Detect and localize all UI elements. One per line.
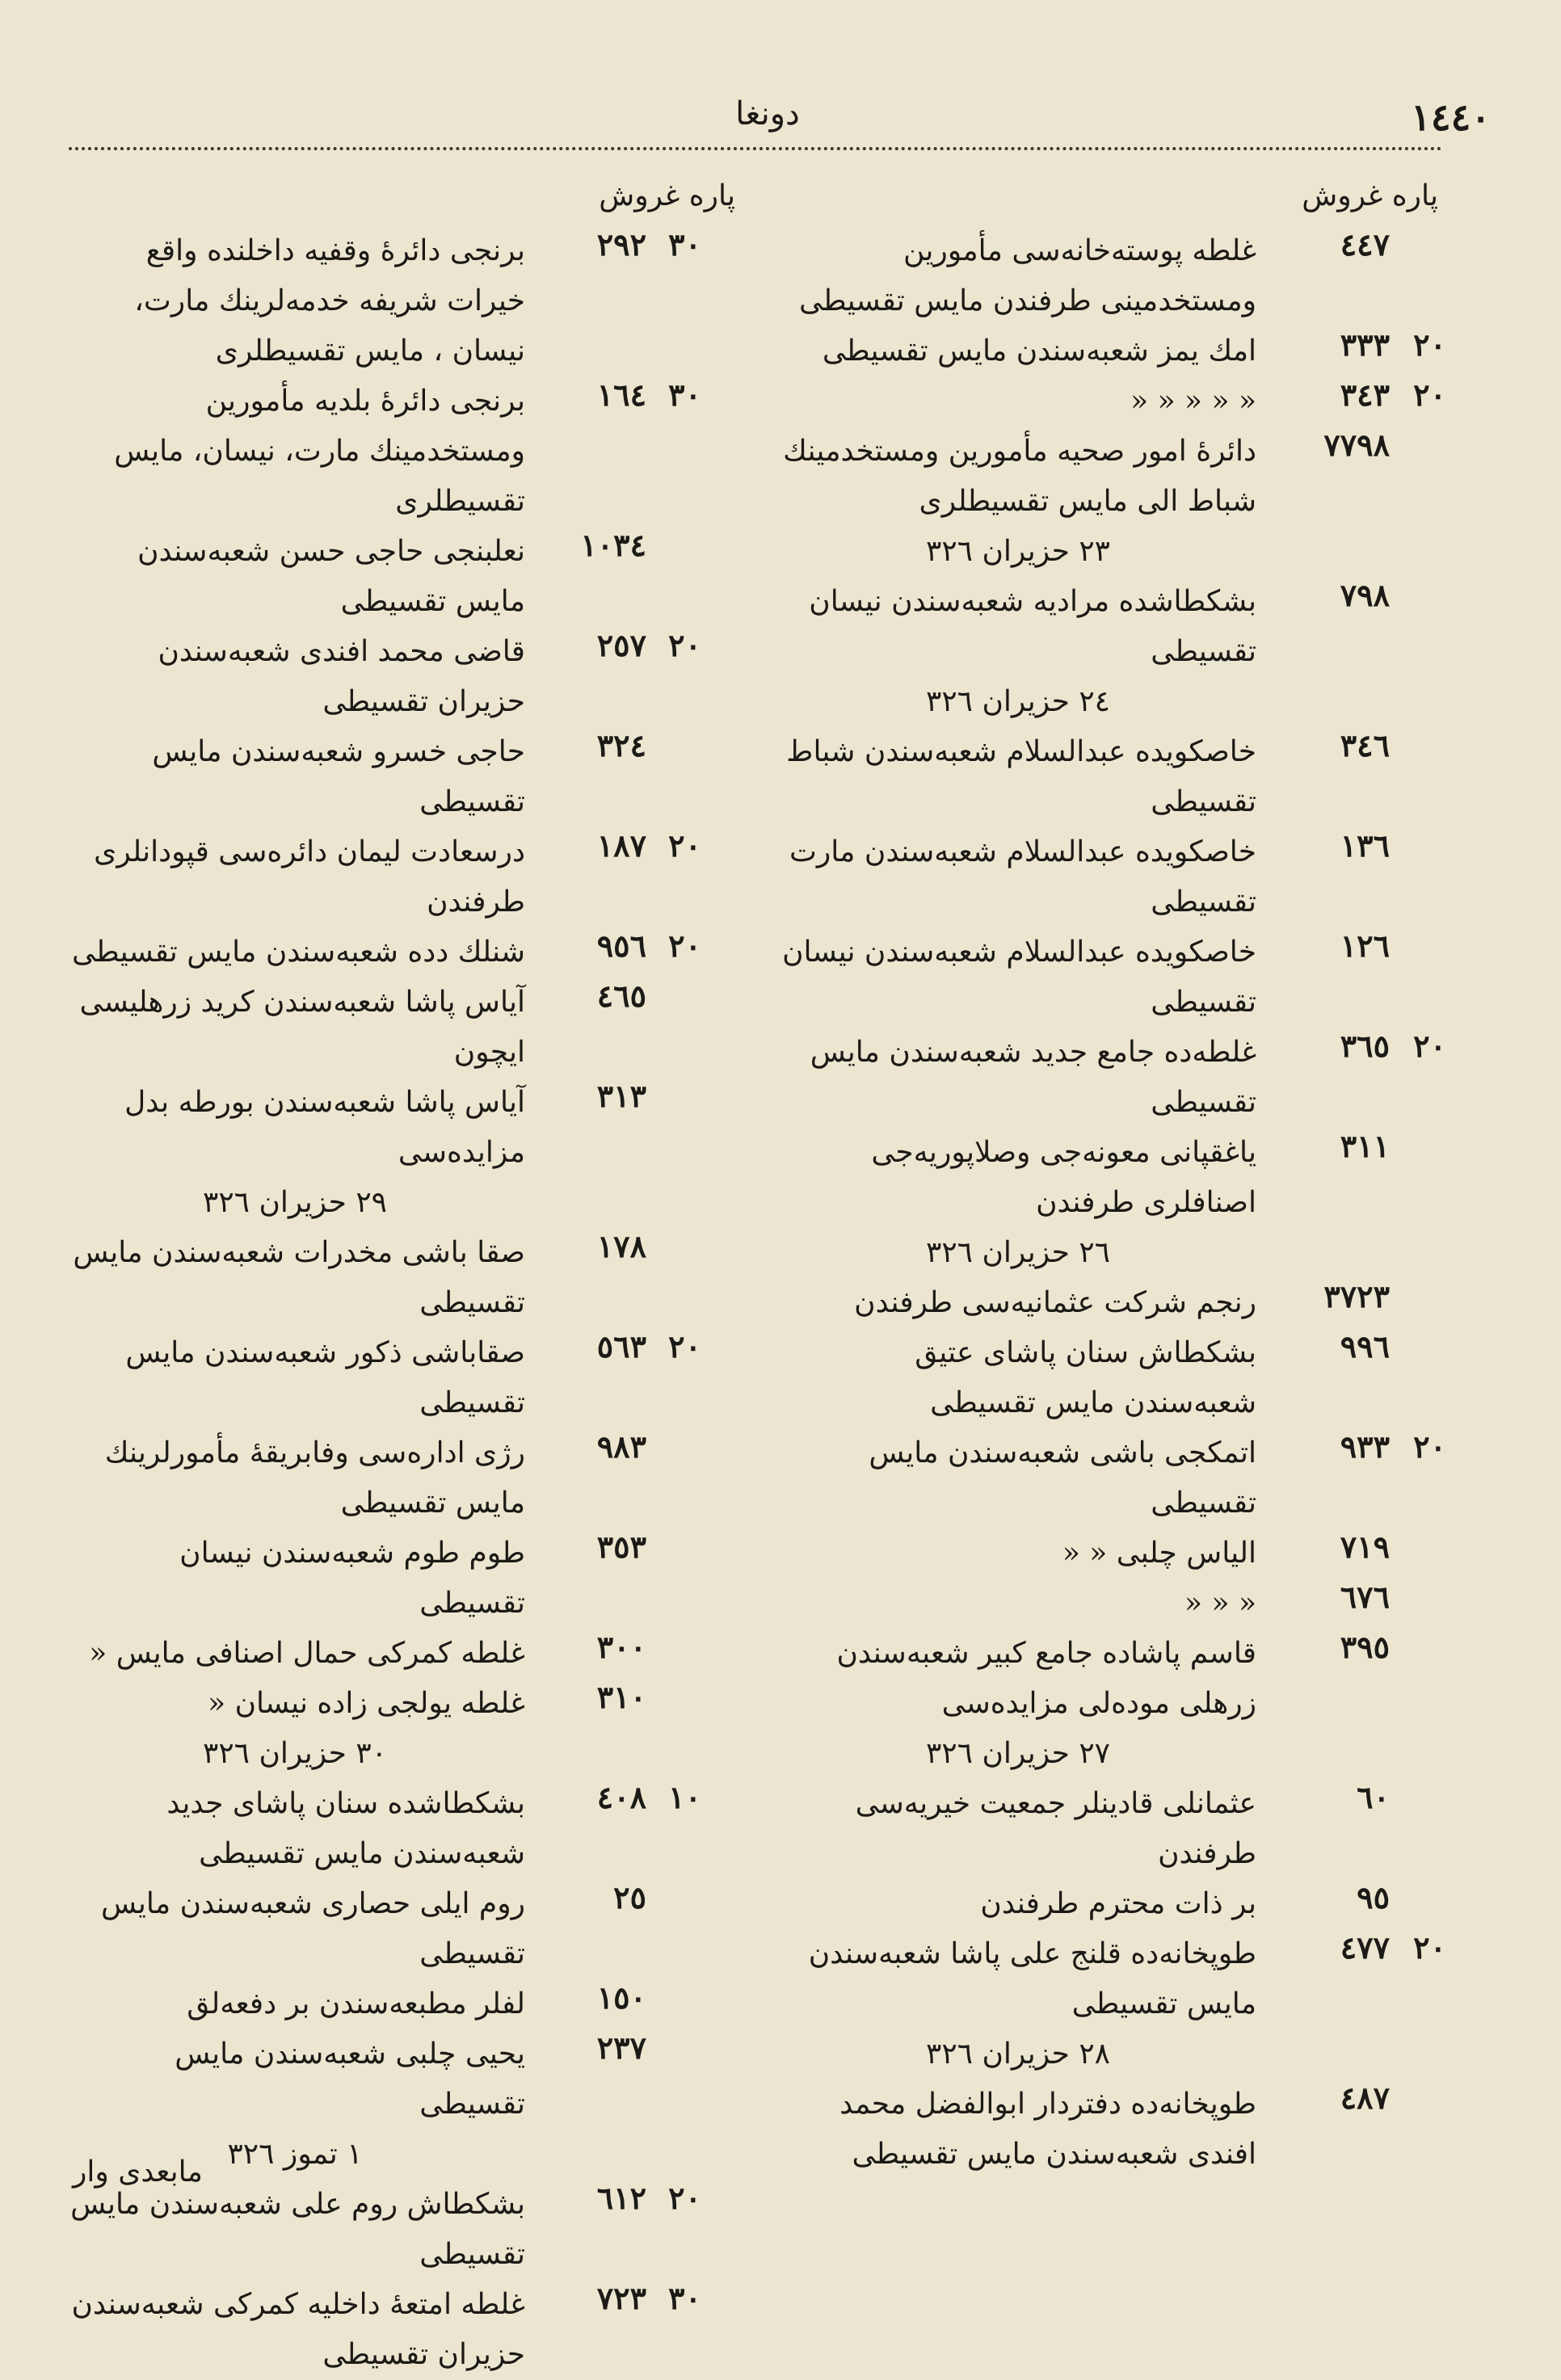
entry-description: شنلك دده شعبه‌سندن مایس تقسیطی: [72, 936, 525, 969]
ledger-entry: [776, 1879, 1438, 1929]
kurus-amount: ٧٧٩٨: [1323, 427, 1390, 463]
ledger-entry: [776, 1028, 1446, 1128]
date-heading: ١ تموز ٣٢٦: [227, 2138, 363, 2171]
kurus-amount: ١٦٤: [596, 376, 646, 413]
ledger-entry: [57, 1528, 711, 1629]
entry-description: یاغقپانی معونه‌جی وصلاپوریه‌جی اصنافلری طرفندن: [871, 1136, 1256, 1219]
continued-note: مابعدی وار: [73, 2155, 203, 2189]
right-column: [776, 226, 1446, 2180]
entry-description: آیاس پاشا شعبه‌سندن كرید زرهلیسی ایچون: [79, 986, 525, 1069]
kurus-amount: ٩٨٣: [596, 1428, 646, 1465]
entry-description: امك يمز شعبه‌سندن مایس تقسیطی: [822, 334, 1256, 368]
para-amount: ٢٠: [1413, 326, 1446, 363]
para-amount: ٢٠: [1413, 1428, 1446, 1465]
ledger-entry: [776, 827, 1438, 927]
ledger-entry: [776, 1528, 1438, 1579]
ledger-entry: [776, 727, 1438, 827]
kurus-amount: ٣٦٥: [1340, 1028, 1390, 1064]
entry-description: قاضی محمد افندی شعبه‌سندن حزیران تقسیطی: [158, 635, 525, 718]
entry-description: طوم طوم شعبه‌سندن نیسان تقسیطی: [179, 1537, 525, 1620]
ledger-entry: [57, 1428, 711, 1528]
entry-description: غلطه كمركی حمال اصنافی مایس «: [89, 1637, 525, 1670]
entry-description: الیاس چلبی « «: [1062, 1537, 1256, 1570]
kurus-amount: ٥٦٣: [596, 1328, 646, 1365]
kurus-amount: ١٨٧: [596, 827, 646, 864]
kurus-amount: ٦١٢: [596, 2180, 646, 2216]
ledger-entry: [57, 827, 711, 927]
kurus-amount: ٦٠: [1357, 1779, 1390, 1815]
kurus-amount: ٩٥٦: [596, 927, 646, 964]
kurus-amount: ٢٩٢: [596, 226, 646, 263]
entry-description: بشكطاش روم علی شعبه‌سندن مایس تقسیطی: [70, 2188, 525, 2271]
para-amount: ٢٠: [1413, 376, 1446, 413]
kurus-amount: ٢٣٧: [596, 2029, 646, 2066]
kurus-amount: ٣٣٣: [1340, 326, 1390, 363]
ledger-entry: [776, 1629, 1438, 1729]
ledger-entry: [776, 1228, 1438, 1278]
entry-description: رژی اداره‌سی وفابریقه‌ٔ مأمورلرینك مایس تقسیطی: [104, 1436, 525, 1520]
kurus-amount: ٤٤٧: [1340, 226, 1390, 263]
ledger-entry: [57, 1629, 711, 1679]
date-heading: ٢٤ حزیران ٣٢٦: [925, 685, 1110, 718]
ledger-entry: [57, 727, 711, 827]
date-heading: ٢٩ حزیران ٣٢٦: [202, 1186, 387, 1219]
kurus-amount: ٧٩٨: [1340, 577, 1390, 613]
entry-description: دائرهٔ امور صحیه مأمورین ومستخدمینك شباط الی مایس تقسیطلری: [783, 435, 1256, 518]
entry-description: آیاس پاشا شعبه‌سندن بورطه بدل مزایده‌سی: [124, 1086, 525, 1169]
entry-description: طوپخانه‌ده دفتردار ابوالفضل محمد افندی شعبه‌سندن مایس تقسیطی: [839, 2088, 1256, 2171]
ledger-entry: [57, 927, 711, 978]
ledger-entry: [776, 1779, 1438, 1879]
ledger-entry: [57, 1178, 711, 1228]
header-divider: [69, 147, 1442, 150]
para-amount: ٣٠: [668, 376, 701, 413]
ledger-entry: [57, 1078, 711, 1178]
ledger-entry: [776, 1328, 1438, 1428]
para-amount: ٢٠: [668, 2180, 701, 2216]
entry-description: طوپخانه‌ده قلنج علی پاشا شعبه‌سندن مایس تقسیطی: [808, 1937, 1256, 2020]
ledger-entry: [776, 1729, 1438, 1779]
entry-description: « « « « «: [1130, 385, 1256, 418]
entry-description: صقاباشی ذكور شعبه‌سندن مایس تقسیطی: [125, 1336, 525, 1419]
para-amount: ٢٠: [668, 1328, 701, 1365]
kurus-amount: ٣٩٥: [1340, 1629, 1390, 1665]
ledger-entry: [57, 2029, 711, 2130]
kurus-amount: ٦٧٦: [1340, 1579, 1390, 1615]
entry-description: نعلبنجی حاجی حسن شعبه‌سندن مایس تقسیطی: [137, 535, 525, 618]
kurus-amount: ٩٥: [1357, 1879, 1390, 1915]
ledger-entry: [57, 1879, 711, 1979]
ledger-entry: [57, 1979, 711, 2029]
entry-description: غلطه یولجی زاده نیسان «: [208, 1687, 525, 1720]
kurus-amount: ١٧٨: [596, 1228, 646, 1264]
ledger-entry: [57, 226, 711, 376]
kurus-amount: ٧٢٣: [596, 2280, 646, 2316]
entry-description: « « «: [1184, 1587, 1256, 1620]
entry-description: برنجی دائرهٔ وقفیه داخلنده واقع خیرات شریفه خدمه‌لرینك مارت، نیسان ، مایس تقسیطلری: [134, 234, 525, 368]
para-amount: ٢٠: [1413, 1929, 1446, 1966]
entry-description: قاسم پاشاده جامع كبیر شعبه‌سندن زرهلی موده‌لی مزایده‌سی: [836, 1637, 1256, 1720]
ledger-entry: [57, 2180, 711, 2280]
entry-description: اتمكجی باشی شعبه‌سندن مایس تقسیطی: [869, 1436, 1256, 1520]
kurus-amount: ٣١١: [1340, 1128, 1390, 1164]
entry-description: بشكطاش سنان پاشای عتیق شعبه‌سندن مایس تقسیطی: [915, 1336, 1256, 1419]
kurus-amount: ٩٣٣: [1340, 1428, 1390, 1465]
ledger-entry: [776, 1579, 1438, 1629]
kurus-amount: ٤٧٧: [1340, 1929, 1390, 1966]
ledger-entry: [57, 1228, 711, 1328]
entry-description: خاصكویده عبدالسلام شعبه‌سندن شباط تقسیطی: [786, 735, 1256, 818]
kurus-amount: ٣٠٠: [596, 1629, 646, 1665]
entry-description: بشكطاشده سنان پاشای جدید شعبه‌سندن مایس تقسیطی: [166, 1787, 525, 1870]
para-amount: ٢٠: [668, 927, 701, 964]
entry-description: غلطه‌ده جامع جدید شعبه‌سندن مایس تقسیطی: [810, 1036, 1256, 1119]
entry-description: خاصكویده عبدالسلام شعبه‌سندن مارت تقسیطی: [789, 835, 1256, 919]
para-amount: ١٠: [668, 1779, 701, 1815]
ledger-entry: [776, 1929, 1446, 2029]
kurus-amount: ٣٥٣: [596, 1528, 646, 1565]
kurus-amount: ٤٠٨: [596, 1779, 646, 1815]
ledger-entry: [57, 627, 711, 727]
kurus-amount: ٧١٩: [1340, 1528, 1390, 1565]
entry-description: عثمانلی قادینلر جمعیت خیریه‌سی طرفندن: [855, 1787, 1256, 1870]
entry-description: لفلر مطبعه‌سندن بر دفعه‌لق: [187, 1987, 525, 2020]
ledger-entry: [776, 927, 1438, 1028]
ledger-entry: [57, 1779, 711, 1879]
para-amount: ٣٠: [668, 2280, 701, 2316]
entry-description: بر ذات محترم طرفندن: [980, 1887, 1256, 1920]
entry-description: غلطه پوسته‌خانه‌سی مأمورین ومستخدمینی طرفندن مایس تقسیطی: [799, 234, 1256, 317]
date-heading: ٢٦ حزیران ٣٢٦: [925, 1236, 1110, 1269]
ledger-entry: [776, 226, 1438, 326]
ledger-entry: [776, 326, 1446, 376]
para-amount: ٢٠: [668, 627, 701, 663]
page-number: ١٤٤٠: [1411, 95, 1491, 139]
para-amount: ٢٠: [1413, 1028, 1446, 1064]
ledger-entry: [57, 376, 711, 527]
entry-description: خاصكویده عبدالسلام شعبه‌سندن نیسان تقسیطی: [782, 936, 1256, 1019]
ledger-entry: [57, 1679, 711, 1729]
left-column-header: پاره غروش: [599, 179, 735, 212]
kurus-amount: ٣٤٦: [1340, 727, 1390, 763]
ledger-entry: [776, 677, 1438, 727]
entry-description: درسعادت لیمان دائره‌سی قپودانلری طرفندن: [94, 835, 525, 919]
date-heading: ٢٣ حزیران ٣٢٦: [925, 535, 1110, 568]
ledger-entry: [776, 376, 1446, 427]
date-heading: ٢٧ حزیران ٣٢٦: [925, 1737, 1110, 1770]
ledger-entry: [776, 2029, 1438, 2079]
right-column-header: پاره غروش: [1302, 179, 1438, 212]
ledger-entry: [57, 2280, 711, 2380]
kurus-amount: ٤٦٥: [596, 978, 646, 1014]
left-column: [57, 226, 711, 2380]
ledger-entry: [776, 2079, 1438, 2180]
kurus-amount: ١٠٣٤: [580, 527, 646, 563]
ledger-entry: [57, 1328, 711, 1428]
kurus-amount: ٢٥: [613, 1879, 646, 1915]
kurus-amount: ١٣٦: [1340, 827, 1390, 864]
para-amount: ٢٠: [668, 827, 701, 864]
kurus-amount: ٣١٣: [596, 1078, 646, 1114]
ledger-entry: [776, 1278, 1438, 1328]
kurus-amount: ١٢٦: [1340, 927, 1390, 964]
ledger-entry: [776, 1128, 1438, 1228]
date-heading: ٣٠ حزیران ٣٢٦: [202, 1737, 387, 1770]
entry-description: صقا باشی مخدرات شعبه‌سندن مایس تقسیطی: [73, 1236, 525, 1319]
kurus-amount: ٣٧٢٣: [1323, 1278, 1390, 1314]
para-amount: ٣٠: [668, 226, 701, 263]
ledger-entry: [57, 527, 711, 627]
entry-description: حاجی خسرو شعبه‌سندن مایس تقسیطی: [152, 735, 525, 818]
kurus-amount: ٤٨٧: [1340, 2079, 1390, 2116]
ledger-entry: [776, 1428, 1446, 1528]
entry-description: رنجم شركت عثمانیه‌سی طرفندن: [854, 1286, 1256, 1319]
entry-description: یحیی چلبی شعبه‌سندن مایس تقسیطی: [175, 2037, 525, 2121]
ledger-entry: [776, 427, 1438, 527]
entry-description: غلطه امتعهٔ داخلیه كمركی شعبه‌سندن حزیران تقسیطی: [71, 2288, 525, 2371]
entry-description: برنجی دائرهٔ بلدیه مأمورین ومستخدمینك مارت، نیسان، مایس تقسیطلری: [114, 385, 525, 518]
kurus-amount: ٩٩٦: [1340, 1328, 1390, 1365]
kurus-amount: ٣١٠: [596, 1679, 646, 1715]
ledger-entry: [57, 978, 711, 1078]
date-heading: ٢٨ حزیران ٣٢٦: [925, 2037, 1110, 2071]
ledger-entry: [776, 527, 1438, 577]
kurus-amount: ٣٢٤: [596, 727, 646, 763]
kurus-amount: ٣٤٣: [1340, 376, 1390, 413]
kurus-amount: ٢٥٧: [596, 627, 646, 663]
page-title: دونغا: [735, 95, 800, 132]
ledger-entry: [776, 577, 1438, 677]
ledger-entry: [57, 1729, 711, 1779]
kurus-amount: ١٥٠: [596, 1979, 646, 2016]
entry-description: بشكطاشده مرادیه شعبه‌سندن نیسان تقسیطی: [809, 585, 1256, 668]
entry-description: روم ایلی حصاری شعبه‌سندن مایس تقسیطی: [100, 1887, 525, 1970]
